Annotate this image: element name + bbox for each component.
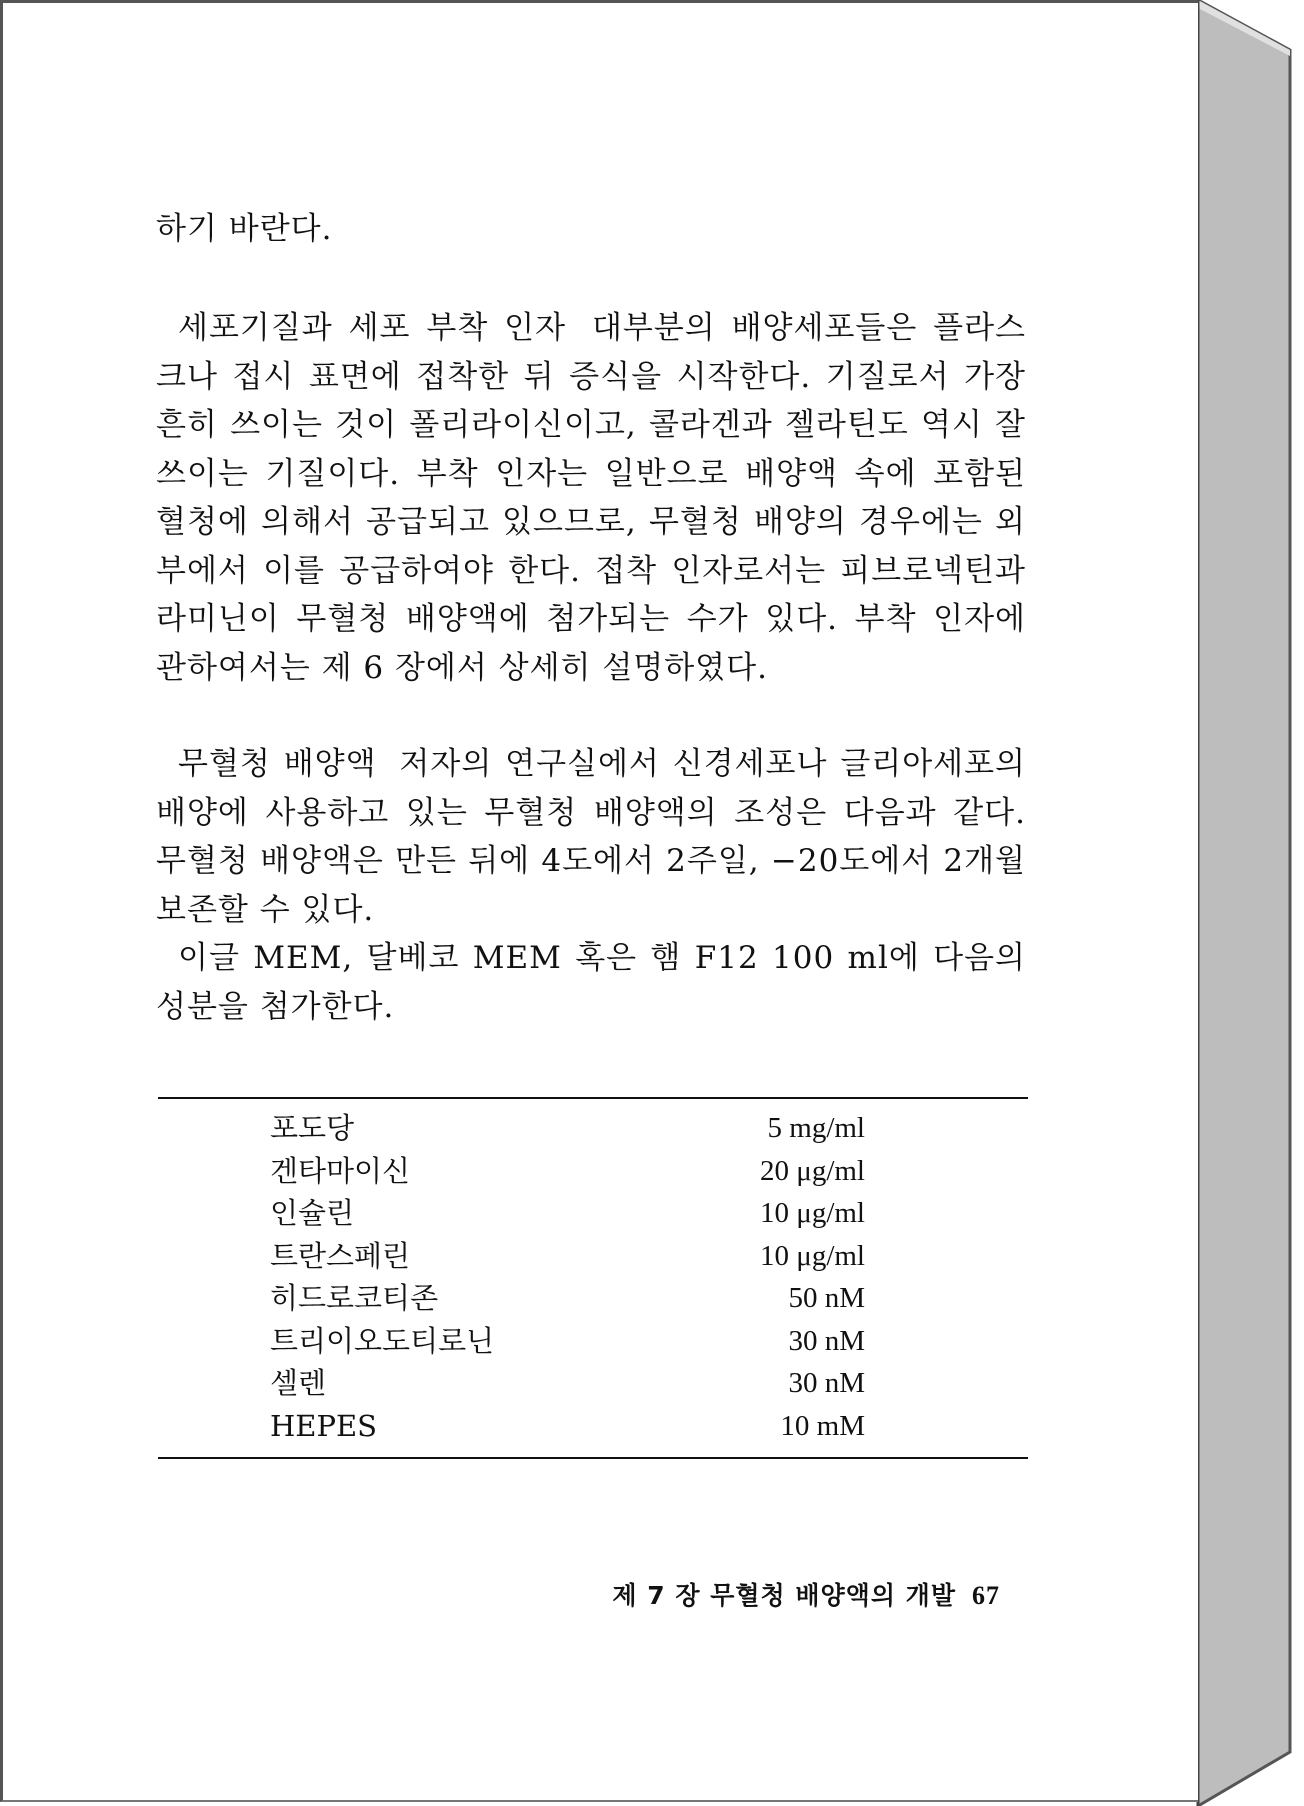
ingredient-amount: 20 μg/ml [760,1154,865,1187]
ingredient-amount: 30 nM [788,1367,865,1399]
table-row [158,1235,1028,1278]
ingredient-name: 트란스페린 [270,1238,411,1273]
paragraph-body [156,304,1026,692]
section-heading: 무혈청 배양액 [178,746,377,782]
table-row [158,1277,1028,1320]
ingredient-name: HEPES [270,1408,378,1443]
running-footer [600,1576,1000,1612]
ingredient-name: 트리이오도티로닌 [270,1323,495,1358]
page-number: 67 [972,1581,1000,1610]
table-row [158,1405,1028,1448]
section-heading: 세포기질과 세포 부착 인자 [178,310,567,346]
composition-table [158,1097,1028,1459]
paragraph-text: 저자의 연구실에서 신경세포나 글리아세포의 배양에 사용하고 있는 무혈청 배양액의 조성은 다음과 같다. 무혈청 배양액은 만든 뒤에 4도에서 2주일, −20도에서 2개월 보존할 수 있다. [156,746,1026,928]
ingredient-name: 셀렌 [270,1366,327,1400]
table-row [158,1320,1028,1363]
paragraph-serum-free [156,740,1026,1031]
paragraph-text: 대부분의 배양세포들은 플라스크나 접시 표면에 접착한 뒤 증식을 시작한다. 기질로서 가장 흔히 쓰이는 것이 폴리라이신이고, 콜라겐과 젤라틴도 역시 잘 쓰이는 기질이다. 부착 인자는 일반으로 배양액 속에 포함된 혈청에 의해서 공급되고 있으므로, 무혈청 배양의 경우에는 외부에서 이를 공급하여야 한다. 접착 인자로서는 피브로넥틴과 라미닌이 무혈청 배양액에 첨가되는 수가 있다. 부착 인자에 관하여서는 제 6 장에서 상세히 설명하였다. [156,310,1026,686]
paragraph-substrate [156,304,1026,692]
chapter-title: 제 7 장 무혈청 배양액의 개발 [612,1581,956,1610]
ingredient-amount: 10 mM [780,1409,865,1442]
paragraph-text: 이글 MEM, 달베코 MEM 혹은 햄 F12 100 ml에 다음의 성분을 첨가한다. [156,940,1026,1025]
ingredient-amount: 50 nM [788,1282,865,1314]
table-row [158,1150,1028,1193]
ingredient-amount: 10 μg/ml [760,1239,865,1272]
ingredient-name: 히드로코티존 [270,1281,439,1315]
ingredient-name: 겐타마이신 [270,1153,411,1188]
ingredient-amount: 30 nM [788,1324,865,1357]
paragraph-continuation [156,205,1026,254]
table-row [158,1362,1028,1405]
paragraph-body [156,740,1026,934]
table-row [158,1192,1028,1235]
paragraph-text: 하기 바란다. [156,211,333,247]
ingredient-amount: 5 mg/ml [767,1112,865,1144]
table-row [158,1107,1028,1150]
ingredient-name: 포도당 [270,1111,355,1145]
ingredient-name: 인슐린 [270,1196,355,1230]
ingredient-amount: 10 μg/ml [760,1197,865,1229]
